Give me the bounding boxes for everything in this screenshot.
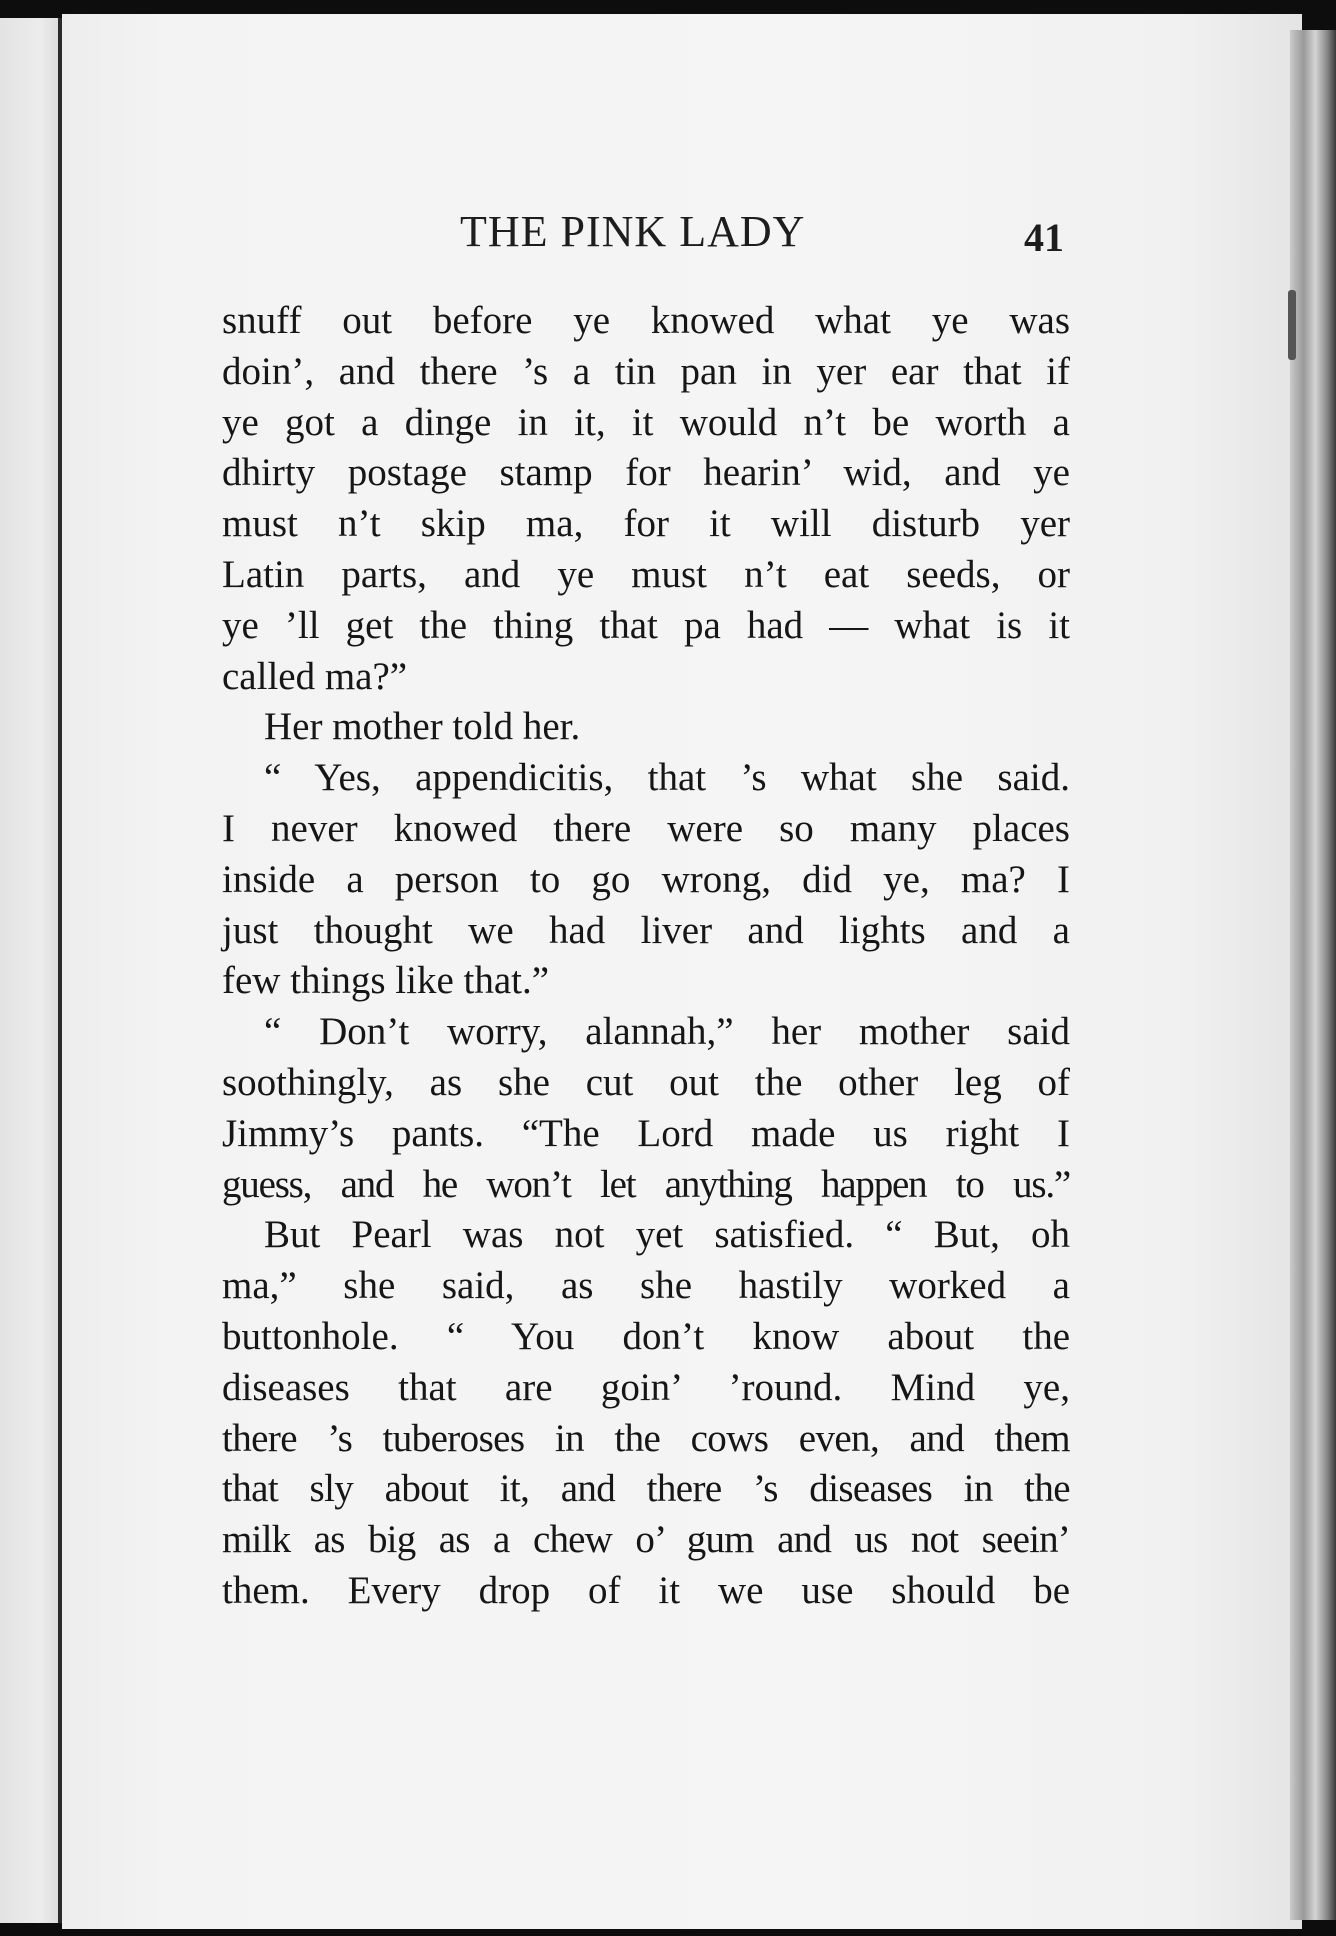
- text-line: there ’s tuberoses in the cows even, and them: [222, 1416, 1070, 1460]
- text-line: milk as big as a chew o’ gum and us not seein’: [222, 1518, 1070, 1562]
- text-line: “ Don’t worry, alannah,” her mother said: [264, 1010, 1070, 1054]
- text-line: ma,” she said, as she hastily worked a: [222, 1264, 1070, 1308]
- text-line: I never knowed there were so many places: [222, 806, 1070, 850]
- text-line: But Pearl was not yet satisfied. “ But, oh: [264, 1213, 1070, 1257]
- text-line: doin’, and there ’s a tin pan in yer ear that if: [222, 349, 1070, 393]
- text-line: “ Yes, appendicitis, that ’s what she said.: [264, 756, 1070, 800]
- binding-mark: [1288, 290, 1296, 360]
- text-line: snuff out before ye knowed what ye was: [222, 299, 1070, 342]
- text-line: that sly about it, and there ’s diseases in the: [222, 1467, 1070, 1511]
- text-line: ye ’ll get the thing that pa had — what is it: [222, 603, 1070, 647]
- page-number: 41: [1024, 215, 1064, 260]
- text-line: few things like that.”: [222, 959, 550, 1003]
- text-line: dhirty postage stamp for hearin’ wid, and ye: [222, 451, 1070, 495]
- text-line: called ma?”: [222, 654, 408, 698]
- text-line: ye got a dinge in it, it would n’t be worth a: [222, 400, 1070, 444]
- text-line: Her mother told her.: [264, 705, 581, 749]
- text-line: Jimmy’s pants. “The Lord made us right I: [222, 1111, 1070, 1155]
- text-line: diseases that are goin’ ’round. Mind ye,: [222, 1365, 1070, 1409]
- running-title: THE PINK LADY: [460, 207, 806, 256]
- text-line: guess, and he won’t let anything happen to us.”: [222, 1162, 1070, 1206]
- text-line: inside a person to go wrong, did ye, ma? I: [222, 857, 1070, 901]
- text-line: soothingly, as she cut out the other leg of: [222, 1060, 1070, 1104]
- text-line: just thought we had liver and lights and a: [222, 908, 1070, 952]
- page-stack-edge: [1290, 30, 1336, 1920]
- body-text: [222, 296, 1070, 1617]
- text-line: buttonhole. “ You don’t know about the: [222, 1314, 1070, 1358]
- facing-page-edge: [0, 18, 58, 1923]
- text-line: them. Every drop of it we use should be: [222, 1568, 1070, 1612]
- text-line: must n’t skip ma, for it will disturb yer: [222, 502, 1070, 546]
- text-line: Latin parts, and ye must n’t eat seeds, or: [222, 552, 1070, 596]
